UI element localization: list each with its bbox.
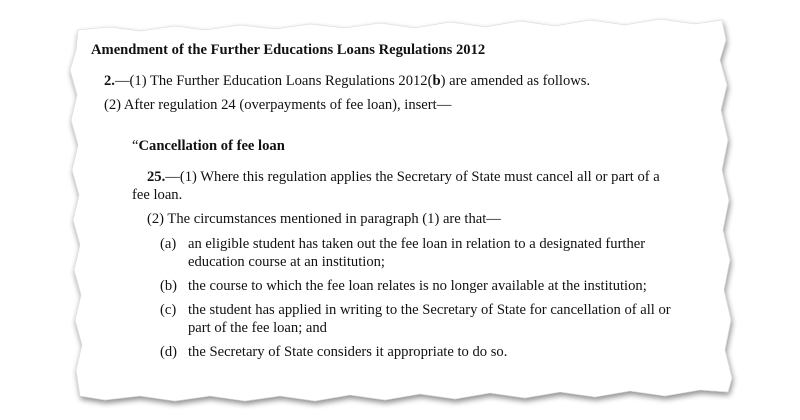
item-label: (a) (160, 236, 177, 252)
item-label: (c) (160, 302, 177, 318)
regulation-number: 25. (147, 169, 166, 185)
item-text: part of the fee loan; and (188, 320, 327, 336)
regulation-25-1 (147, 168, 660, 186)
item-text: the student has applied in writing to the Secretary of State for cancellation of all or (188, 302, 671, 318)
item-text: the course to which the fee loan relates is no longer available at the institution; (188, 278, 647, 294)
paragraph-2-1 (104, 72, 590, 90)
regulation-25-1-cont: fee loan. (132, 187, 183, 203)
paragraph-number: 2. (104, 73, 115, 89)
paragraph-text: —(1) The Further Education Loans Regulations 2012( (114, 73, 433, 89)
open-quote: “ (132, 138, 139, 154)
item-text: the Secretary of State considers it appropriate to do so. (188, 344, 508, 360)
item-text: an eligible student has taken out the fee loan in relation to a designated further (188, 236, 646, 252)
item-label: (b) (160, 278, 178, 294)
regulation-text: —(1) Where this regulation applies the Secretary of State must cancel all or part of a (165, 169, 660, 185)
paragraph-2-2: (2) After regulation 24 (overpayments of fee loan), insert— (104, 97, 452, 113)
inserted-title-text: Cancellation of fee loan (138, 138, 285, 154)
section-heading: Amendment of the Further Educations Loans Regulations 2012 (91, 42, 486, 58)
regulation-25-2: (2) The circumstances mentioned in paragraph (1) are that— (147, 211, 501, 227)
item-label: (d) (160, 344, 178, 360)
footnote-ref: b (432, 73, 441, 89)
paragraph-text-end: ) are amended as follows. (440, 73, 591, 89)
item-text: education course at an institution; (188, 254, 385, 270)
inserted-title (132, 137, 285, 155)
